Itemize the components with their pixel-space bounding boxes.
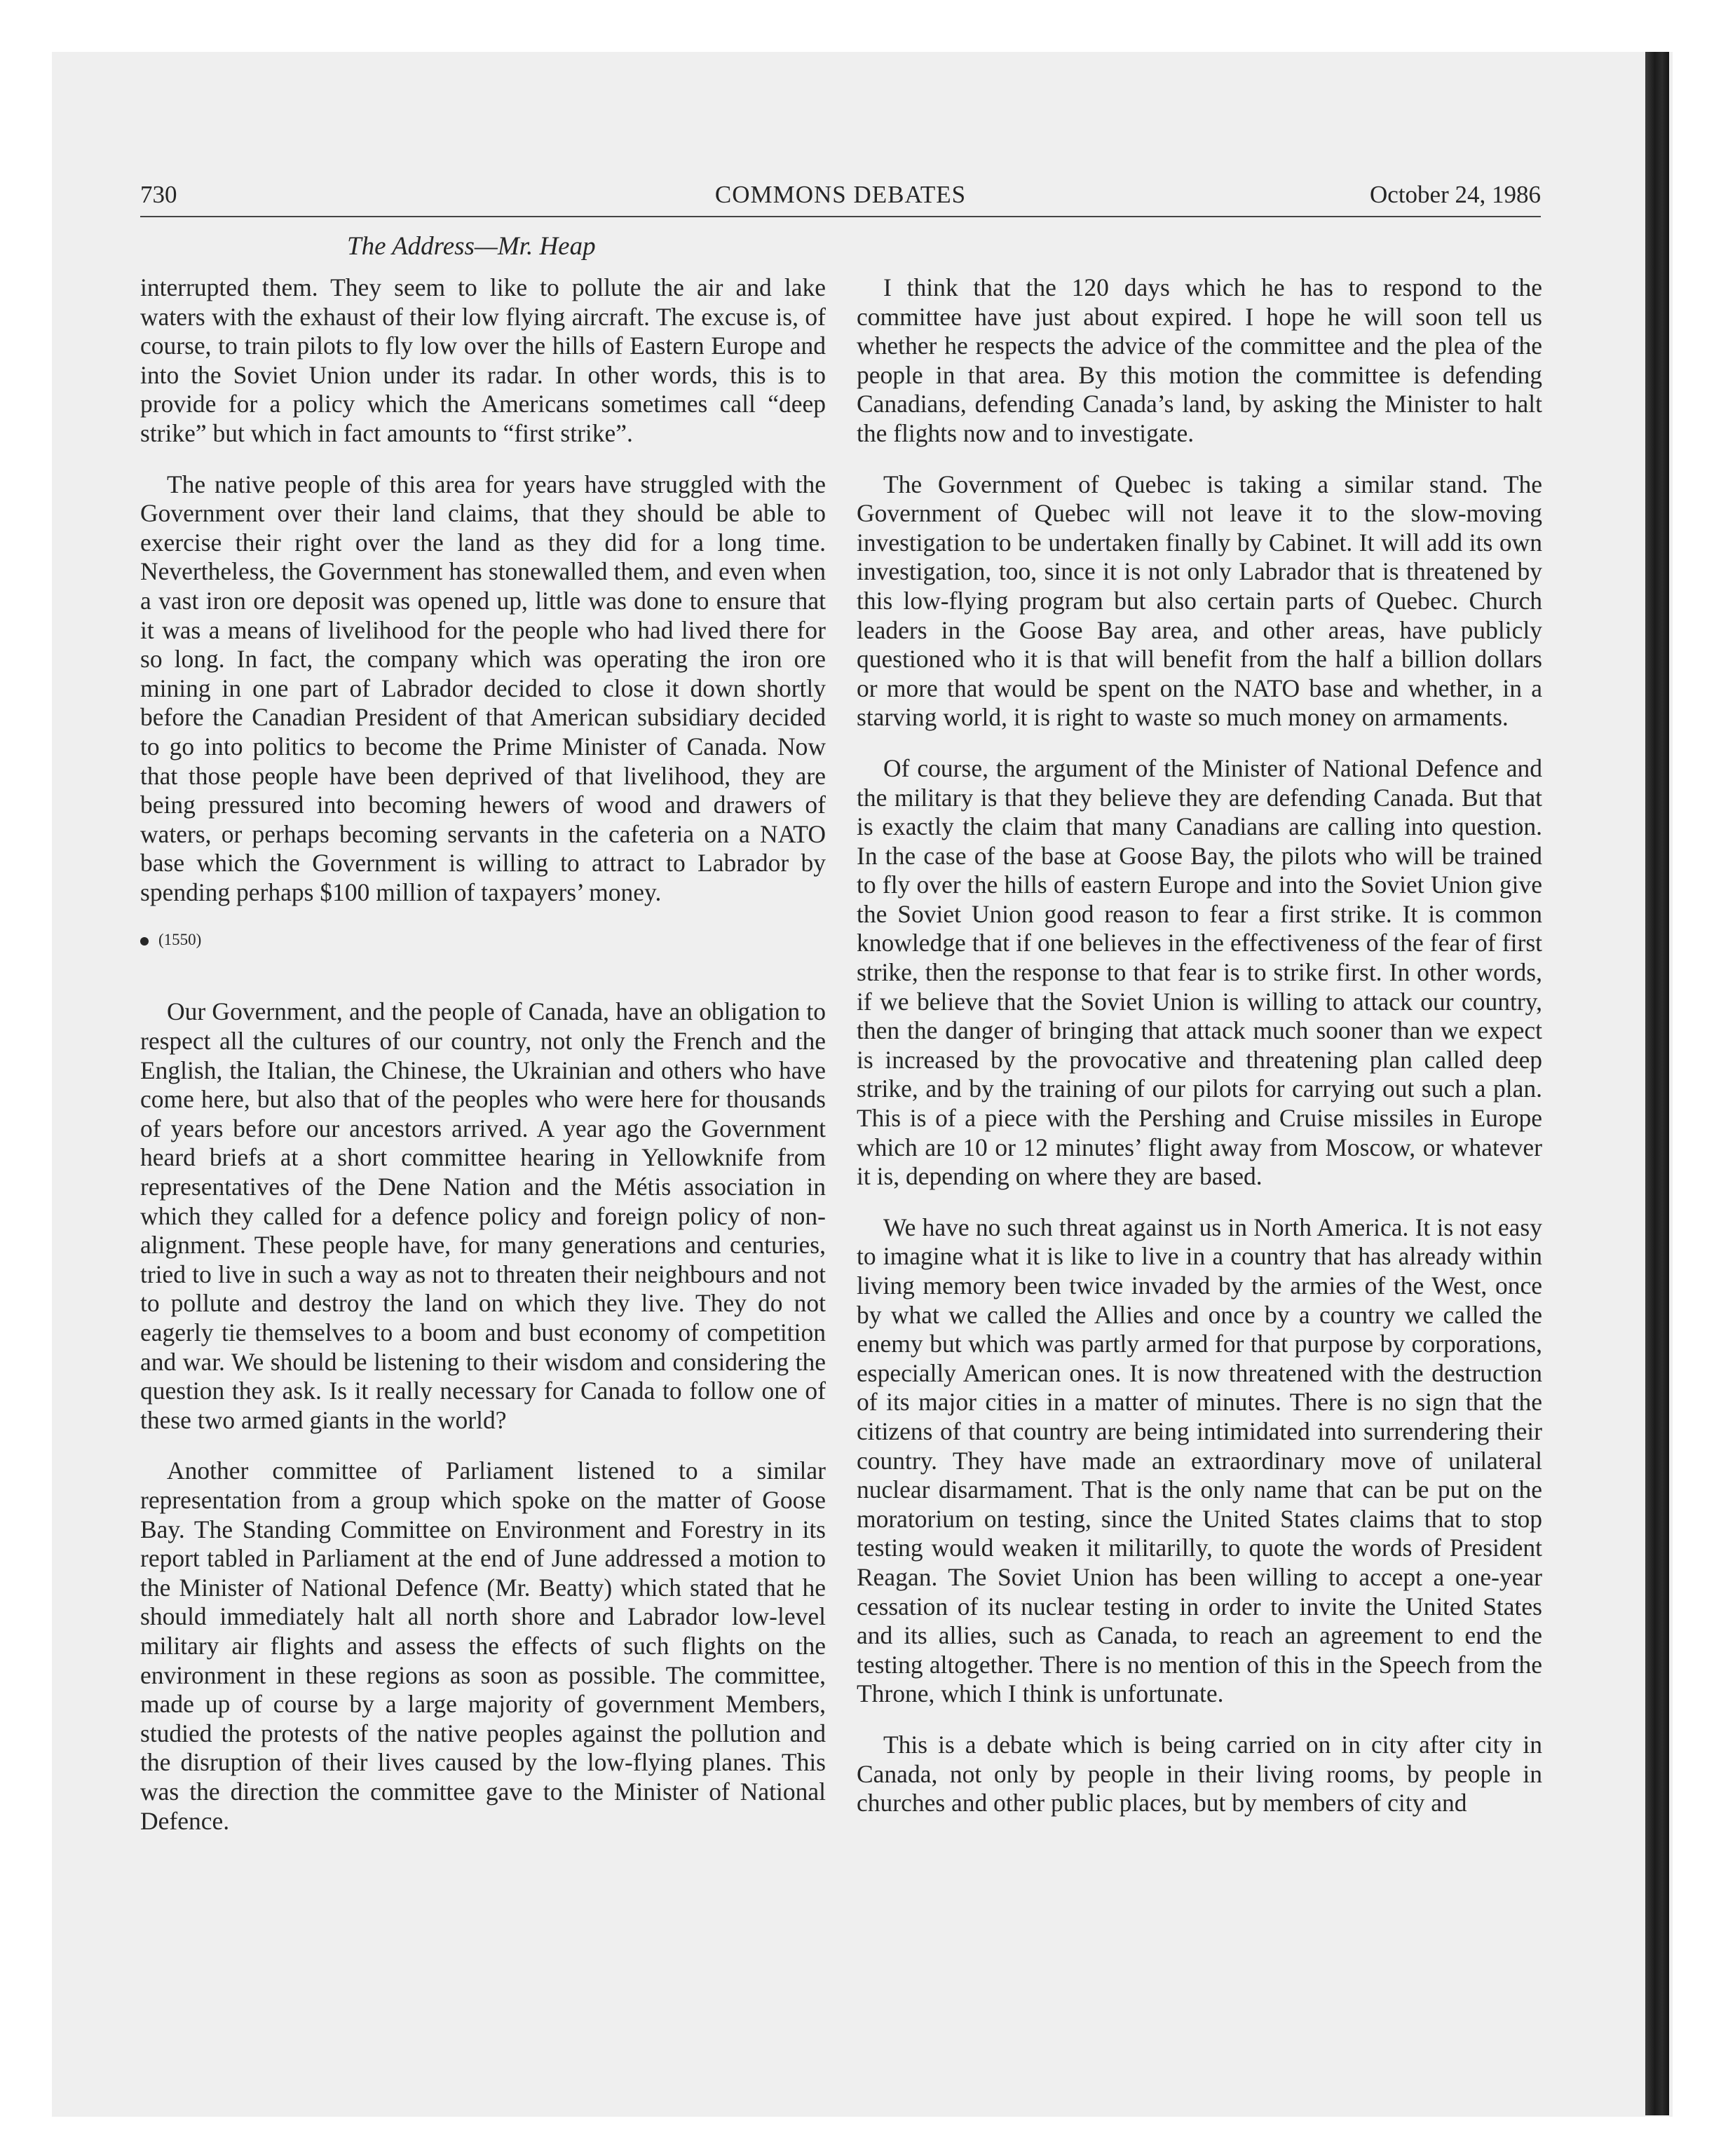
- scan-edge-bar: [1645, 52, 1669, 2115]
- right-column: [857, 273, 1542, 1840]
- paragraph: Of course, the argument of the Minister of National Defence and the military is that they believe they are defending Canada. But that is exactly the claim that many Canadians are calling into question. In the case of the base at Goose Bay, the pilots who will be trained to fly over the hills of eastern Europe and into the Soviet Union give the Soviet Union good reason to fear a first strike. It is common knowledge that if one believes in the effectiveness of the fear of first strike, then the response to that fear is to strike first. In other words, if we believe that the Soviet Union is willing to attack our country, then the danger of bringing that attack much sooner than we expect is increased by the provocative and threatening plan called deep strike, and by the training of our pilots for carrying out such a plan. This is of a piece with the Pershing and Cruise missiles in Europe which are 10 or 12 minutes’ flight away from Moscow, or whatever it is, depending on where they are based.: [857, 753, 1542, 1191]
- paragraph: Another committee of Parliament listened to a similar representation from a group which spoke on the matter of Goose Bay. The Standing Committee on Environment and Forestry in its report tabled in Parliament at the end of June addressed a motion to the Minister of National Defence (Mr. Beatty) which stated that he should immediately halt all north shore and Labrador low-level military air flights and assess the effects of such flights on the environment in these regions as soon as possible. The committee, made up of course by a large majority of government Members, studied the protests of the native peoples against the pollution and the disruption of their lives caused by the low-flying planes. This was the direction the committee gave to the Minister of National Defence.: [140, 1456, 826, 1835]
- bullet-icon: [140, 937, 149, 946]
- paragraph: interrupted them. They seem to like to pollute the air and lake waters with the exhaust of their low flying aircraft. The excuse is, of course, to train pilots to fly low over the hills of Eastern Europe and into the Soviet Union under its radar. In other words, this is to provide for a policy which the Americans sometimes call “deep strike” but which in fact amounts to “first strike”.: [140, 273, 826, 447]
- page-header: [140, 179, 1541, 217]
- paragraph: The Government of Quebec is taking a similar stand. The Government of Quebec will not leave it to the slow-moving investigation to be undertaken finally by Cabinet. It will add its own investigation, too, since it is not only Labrador that is threatened by this low-flying program but also certain parts of Quebec. Church leaders in the Goose Bay area, and other areas, have publicly questioned who it is that will benefit from the half a billion dollars or more that would be spent on the NATO base and whether, in a starving world, it is right to waste so much money on armaments.: [857, 470, 1542, 732]
- time-marker-label: (1550): [158, 931, 202, 949]
- paragraph: We have no such threat against us in North America. It is not easy to imagine what it is like to live in a country that has already within living memory been twice invaded by the armies of the West, once by what we called the Allies and once by a country we called the enemy but which was partly armed for that purpose by corporations, especially American ones. It is now threatened with the destruction of its major cities in a matter of minutes. There is no sign that the citizens of that country are being intimidated into surrendering their country. They have made an extraordinary move of unilateral nuclear disarmament. That is the only name that can be put on the moratorium on testing, since the United States claims that to stop testing would weaken it militarilly, to quote the words of President Reagan. The Soviet Union has been willing to accept a one-year cessation of its nuclear testing in order to invite the United States and its allies, such as Canada, to reach an agreement to end the testing altogether. There is no mention of this in the Speech from the Throne, which I think is unfortunate.: [857, 1213, 1542, 1708]
- page-number: 730: [140, 181, 177, 208]
- publication-date: October 24, 1986: [1370, 181, 1541, 208]
- running-head: The Address—Mr. Heap: [347, 232, 596, 261]
- time-marker: [140, 929, 826, 951]
- paragraph: Our Government, and the people of Canada, have an obligation to respect all the cultures of our country, not only the French and the English, the Italian, the Chinese, the Ukrainian and others who have come here, but also that of the peoples who were here for thousands of years before our ancestors arrived. A year ago the Government heard briefs at a short committee hearing in Yellowknife from representatives of the Dene Nation and the Métis association in which they called for a defence policy and foreign policy of non-alignment. These people have, for many generations and centuries, tried to live in such a way as not to threaten their neighbours and not to pollute and destroy the land on which they live. They do not eagerly tie themselves to a boom and bust economy of competition and war. We should be listening to their wisdom and considering the question they ask. Is it really necessary for Canada to follow one of these two armed giants in the world?: [140, 997, 826, 1434]
- publication-title: COMMONS DEBATES: [714, 181, 967, 208]
- left-column: [140, 273, 826, 1857]
- paragraph: The native people of this area for years have struggled with the Government over their land claims, that they should be able to exercise their right over the land as they did for a long time. Nevertheless, the Government has stonewalled them, and even when a vast iron ore deposit was opened up, little was done to ensure that it was a means of livelihood for the people who had lived there for so long. In fact, the company which was operating the iron ore mining in one part of Labrador decided to close it down shortly before the Canadian President of that American subsidiary decided to go into politics to become the Prime Minister of Canada. Now that those people have been deprived of that livelihood, they are being pressured into becoming hewers of wood and drawers of waters, or perhaps becoming servants in the cafeteria on a NATO base which the Government is willing to attract to Labrador by spending perhaps $100 million of taxpayers’ money.: [140, 470, 826, 906]
- paragraph: This is a debate which is being carried on in city after city in Canada, not only by people in their living rooms, by people in churches and other public places, but by members of city and: [857, 1730, 1542, 1817]
- paragraph: I think that the 120 days which he has to respond to the committee have just about expired. I hope he will soon tell us whether he respects the advice of the committee and the plea of the people in that area. By this motion the committee is defending Canadians, defending Canada’s land, by asking the Minister to halt the flights now and to investigate.: [857, 273, 1542, 447]
